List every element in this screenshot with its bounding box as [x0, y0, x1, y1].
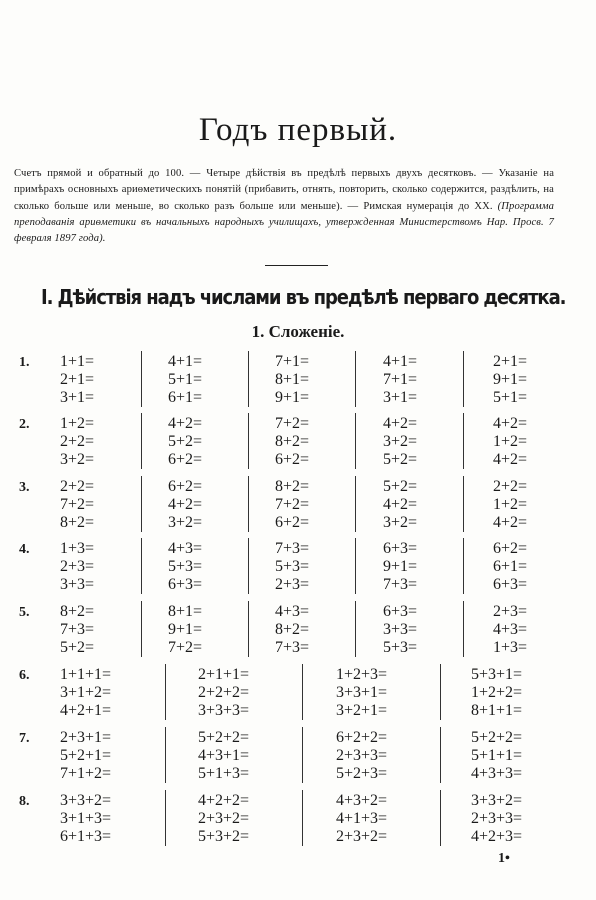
- column-divider: [248, 476, 249, 532]
- exercise-item: 8+2=: [275, 433, 310, 450]
- exercise-item: 6+1=: [168, 389, 203, 406]
- exercise-item: 7+3=: [275, 639, 310, 656]
- exercise-item: 4+3=: [275, 603, 310, 620]
- column-divider: [463, 476, 464, 532]
- exercise-item: 5+2=: [60, 639, 95, 656]
- column-divider: [302, 790, 303, 846]
- column-divider: [165, 664, 166, 720]
- divider-rule: [265, 265, 328, 266]
- exercise-item: 4+2+2=: [198, 792, 250, 809]
- exercise-item: 4+2=: [383, 496, 418, 513]
- exercise-column: [275, 478, 309, 532]
- exercise-item: 5+2=: [383, 478, 418, 495]
- exercise-item: 2+2=: [60, 478, 95, 495]
- exercise-item: 3+3=: [383, 621, 418, 638]
- exercise-item: 8+1=: [275, 371, 310, 388]
- column-divider: [165, 727, 166, 783]
- exercise-item: 8+2=: [60, 514, 95, 531]
- exercise-item: 1+2+2=: [471, 684, 523, 701]
- exercise-item: 2+2+2=: [198, 684, 250, 701]
- exercise-item: 5+2+2=: [471, 729, 523, 746]
- exercise-item: 2+2=: [60, 433, 95, 450]
- exercise-item: 4+2=: [493, 451, 528, 468]
- exercise-item: 5+2+3=: [336, 765, 388, 782]
- column-divider: [440, 727, 441, 783]
- intro-paragraph: [14, 166, 554, 247]
- exercise-item: 1+2=: [60, 415, 95, 432]
- exercise-item: 1+2+3=: [336, 666, 388, 683]
- exercise-item: 4+2=: [168, 415, 203, 432]
- exercise-column: [168, 478, 202, 532]
- exercise-item: 4+2+1=: [60, 702, 112, 719]
- exercise-column: [471, 666, 522, 720]
- exercise-column: [60, 540, 94, 594]
- exercise-group-number: 1.: [19, 355, 30, 370]
- exercise-item: 1+2=: [493, 496, 528, 513]
- exercise-column: [60, 603, 94, 657]
- exercise-item: 6+2=: [168, 478, 203, 495]
- exercise-item: 4+3=: [168, 540, 203, 557]
- column-divider: [141, 538, 142, 594]
- column-divider: [355, 413, 356, 469]
- exercise-item: 4+3+2=: [336, 792, 388, 809]
- exercise-column: [275, 540, 309, 594]
- exercise-item: 5+3+2=: [198, 828, 250, 845]
- exercise-item: 2+1=: [493, 353, 528, 370]
- exercise-item: 7+2=: [60, 496, 95, 513]
- column-divider: [141, 476, 142, 532]
- exercise-column: [60, 729, 111, 783]
- exercise-item: 5+2=: [168, 433, 203, 450]
- exercise-column: [198, 792, 249, 846]
- exercise-item: 3+3+2=: [471, 792, 523, 809]
- exercise-column: [198, 666, 249, 720]
- exercise-item: 1+1+1=: [60, 666, 112, 683]
- exercise-item: 7+1=: [275, 353, 310, 370]
- exercise-item: 4+2+3=: [471, 828, 523, 845]
- exercise-item: 6+3=: [383, 540, 418, 557]
- exercise-group-number: 5.: [19, 605, 30, 620]
- exercise-column: [275, 415, 309, 469]
- exercise-column: [168, 353, 202, 407]
- exercise-item: 2+1=: [60, 371, 95, 388]
- exercise-item: 7+2=: [168, 639, 203, 656]
- exercise-item: 4+1=: [383, 353, 418, 370]
- exercise-item: 4+3+1=: [198, 747, 250, 764]
- page-title: Годъ первый.: [198, 112, 398, 148]
- exercise-item: 6+3=: [168, 576, 203, 593]
- exercise-item: 1+1=: [60, 353, 95, 370]
- exercise-item: 5+1=: [168, 371, 203, 388]
- exercise-item: 2+3=: [60, 558, 95, 575]
- column-divider: [248, 538, 249, 594]
- exercise-item: 3+2=: [168, 514, 203, 531]
- exercise-item: 9+1=: [168, 621, 203, 638]
- exercise-group-number: 4.: [19, 542, 30, 557]
- exercise-item: 6+2=: [275, 514, 310, 531]
- exercise-item: 4+2=: [168, 496, 203, 513]
- exercise-item: 2+2=: [493, 478, 528, 495]
- column-divider: [141, 351, 142, 407]
- exercise-item: 8+2=: [275, 621, 310, 638]
- exercise-item: 8+1=: [168, 603, 203, 620]
- exercise-item: 3+1=: [60, 389, 95, 406]
- page-number: 1•: [498, 851, 510, 866]
- exercise-item: 7+3=: [60, 621, 95, 638]
- exercise-column: [336, 729, 387, 783]
- exercise-item: 4+3=: [493, 621, 528, 638]
- exercise-item: 7+2=: [275, 415, 310, 432]
- exercise-item: 2+3=: [493, 603, 528, 620]
- exercise-column: [336, 792, 387, 846]
- exercise-item: 5+3=: [275, 558, 310, 575]
- column-divider: [463, 351, 464, 407]
- exercise-item: 3+2+1=: [336, 702, 388, 719]
- exercise-column: [60, 792, 111, 846]
- column-divider: [355, 351, 356, 407]
- exercise-item: 4+1=: [168, 353, 203, 370]
- column-divider: [463, 538, 464, 594]
- exercise-item: 3+1+3=: [60, 810, 112, 827]
- exercise-item: 5+3=: [168, 558, 203, 575]
- exercise-item: 7+3=: [275, 540, 310, 557]
- exercise-column: [383, 603, 417, 657]
- exercise-column: [275, 603, 309, 657]
- exercise-item: 5+2+2=: [198, 729, 250, 746]
- exercise-column: [493, 415, 527, 469]
- exercise-group-number: 3.: [19, 480, 30, 495]
- exercise-item: 9+1=: [383, 558, 418, 575]
- exercise-item: 5+2+1=: [60, 747, 112, 764]
- exercise-item: 9+1=: [275, 389, 310, 406]
- exercise-item: 4+3+3=: [471, 765, 523, 782]
- exercise-item: 6+2=: [168, 451, 203, 468]
- exercise-item: 4+2=: [493, 415, 528, 432]
- exercise-item: 3+3+3=: [198, 702, 250, 719]
- column-divider: [355, 476, 356, 532]
- exercise-item: 4+2=: [493, 514, 528, 531]
- exercise-item: 6+1+3=: [60, 828, 112, 845]
- exercise-item: 3+3+2=: [60, 792, 112, 809]
- exercise-column: [383, 415, 417, 469]
- exercise-item: 2+3+3=: [336, 747, 388, 764]
- exercise-item: 6+2=: [493, 540, 528, 557]
- exercise-item: 3+2=: [383, 433, 418, 450]
- section-title: I. Дѣйствія надъ числами въ предѣлѣ перваго десятка.: [41, 285, 566, 309]
- exercise-column: [198, 729, 249, 783]
- column-divider: [141, 413, 142, 469]
- exercise-column: [336, 666, 387, 720]
- exercise-column: [60, 478, 94, 532]
- column-divider: [141, 601, 142, 657]
- exercise-column: [493, 353, 527, 407]
- exercise-item: 3+2=: [383, 514, 418, 531]
- exercise-item: 5+3+1=: [471, 666, 523, 683]
- exercise-item: 2+3+2=: [198, 810, 250, 827]
- exercise-item: 1+3=: [60, 540, 95, 557]
- exercise-item: 7+1+2=: [60, 765, 112, 782]
- exercise-item: 6+1=: [493, 558, 528, 575]
- exercise-item: 2+3+2=: [336, 828, 388, 845]
- column-divider: [440, 790, 441, 846]
- exercise-item: 7+1=: [383, 371, 418, 388]
- exercise-item: 2+3+3=: [471, 810, 523, 827]
- exercise-item: 1+3=: [493, 639, 528, 656]
- column-divider: [165, 790, 166, 846]
- column-divider: [302, 727, 303, 783]
- exercise-column: [168, 415, 202, 469]
- exercise-item: 3+1=: [383, 389, 418, 406]
- column-divider: [463, 601, 464, 657]
- exercise-item: 5+1=: [493, 389, 528, 406]
- exercise-item: 9+1=: [493, 371, 528, 388]
- exercise-item: 5+2=: [383, 451, 418, 468]
- exercise-item: 6+2+2=: [336, 729, 388, 746]
- exercise-item: 1+2=: [493, 433, 528, 450]
- column-divider: [355, 601, 356, 657]
- exercise-item: 2+3=: [275, 576, 310, 593]
- exercise-column: [275, 353, 309, 407]
- column-divider: [463, 413, 464, 469]
- exercise-item: 7+3=: [383, 576, 418, 593]
- exercise-item: 3+1+2=: [60, 684, 112, 701]
- exercise-item: 8+2=: [60, 603, 95, 620]
- column-divider: [248, 413, 249, 469]
- exercise-column: [471, 729, 522, 783]
- exercise-item: 8+2=: [275, 478, 310, 495]
- column-divider: [355, 538, 356, 594]
- column-divider: [302, 664, 303, 720]
- exercise-item: 5+1+3=: [198, 765, 250, 782]
- program-reference: (Программа преподаванія ариѳметики въ начальныхъ народныхъ училищахъ, утвержденная Министерствомъ Нар. Просв. 7 февраля 1897 года).: [14, 200, 554, 245]
- exercise-column: [493, 478, 527, 532]
- exercise-item: 4+1+3=: [336, 810, 388, 827]
- intro-text: Счетъ прямой и обратный до 100. — Четыре дѣйствія въ предѣлѣ первыхъ двухъ десятковъ. — Указаніе на примѣрахъ основныхъ ариѳметическихъ понятій (прибавить, отнять, повторить, сколько содержится, раздѣлить, на сколько больше или меньше, во сколько разъ больше или меньше). — Римская нумерація до XX.: [14, 168, 554, 212]
- exercise-item: 2+3+1=: [60, 729, 112, 746]
- exercise-item: 3+3=: [60, 576, 95, 593]
- column-divider: [248, 351, 249, 407]
- exercise-column: [493, 603, 527, 657]
- exercise-item: 4+2=: [383, 415, 418, 432]
- exercise-column: [383, 540, 417, 594]
- exercise-column: [60, 415, 94, 469]
- column-divider: [248, 601, 249, 657]
- exercise-item: 5+3=: [383, 639, 418, 656]
- exercise-group-number: 6.: [19, 668, 30, 683]
- exercise-column: [383, 478, 417, 532]
- sub-title: 1. Сложеніе.: [251, 322, 345, 341]
- exercise-item: 6+2=: [275, 451, 310, 468]
- column-divider: [440, 664, 441, 720]
- exercise-item: 3+3+1=: [336, 684, 388, 701]
- exercise-item: 6+3=: [383, 603, 418, 620]
- exercise-item: 5+1+1=: [471, 747, 523, 764]
- exercise-column: [168, 540, 202, 594]
- exercise-column: [168, 603, 202, 657]
- exercise-item: 7+2=: [275, 496, 310, 513]
- exercise-item: 3+2=: [60, 451, 95, 468]
- exercise-column: [60, 353, 94, 407]
- exercise-column: [383, 353, 417, 407]
- exercise-group-number: 8.: [19, 794, 30, 809]
- exercise-column: [493, 540, 527, 594]
- exercise-group-number: 7.: [19, 731, 30, 746]
- exercise-item: 8+1+1=: [471, 702, 523, 719]
- exercise-column: [60, 666, 111, 720]
- exercise-item: 2+1+1=: [198, 666, 250, 683]
- exercise-group-number: 2.: [19, 417, 30, 432]
- exercise-item: 6+3=: [493, 576, 528, 593]
- exercise-column: [471, 792, 522, 846]
